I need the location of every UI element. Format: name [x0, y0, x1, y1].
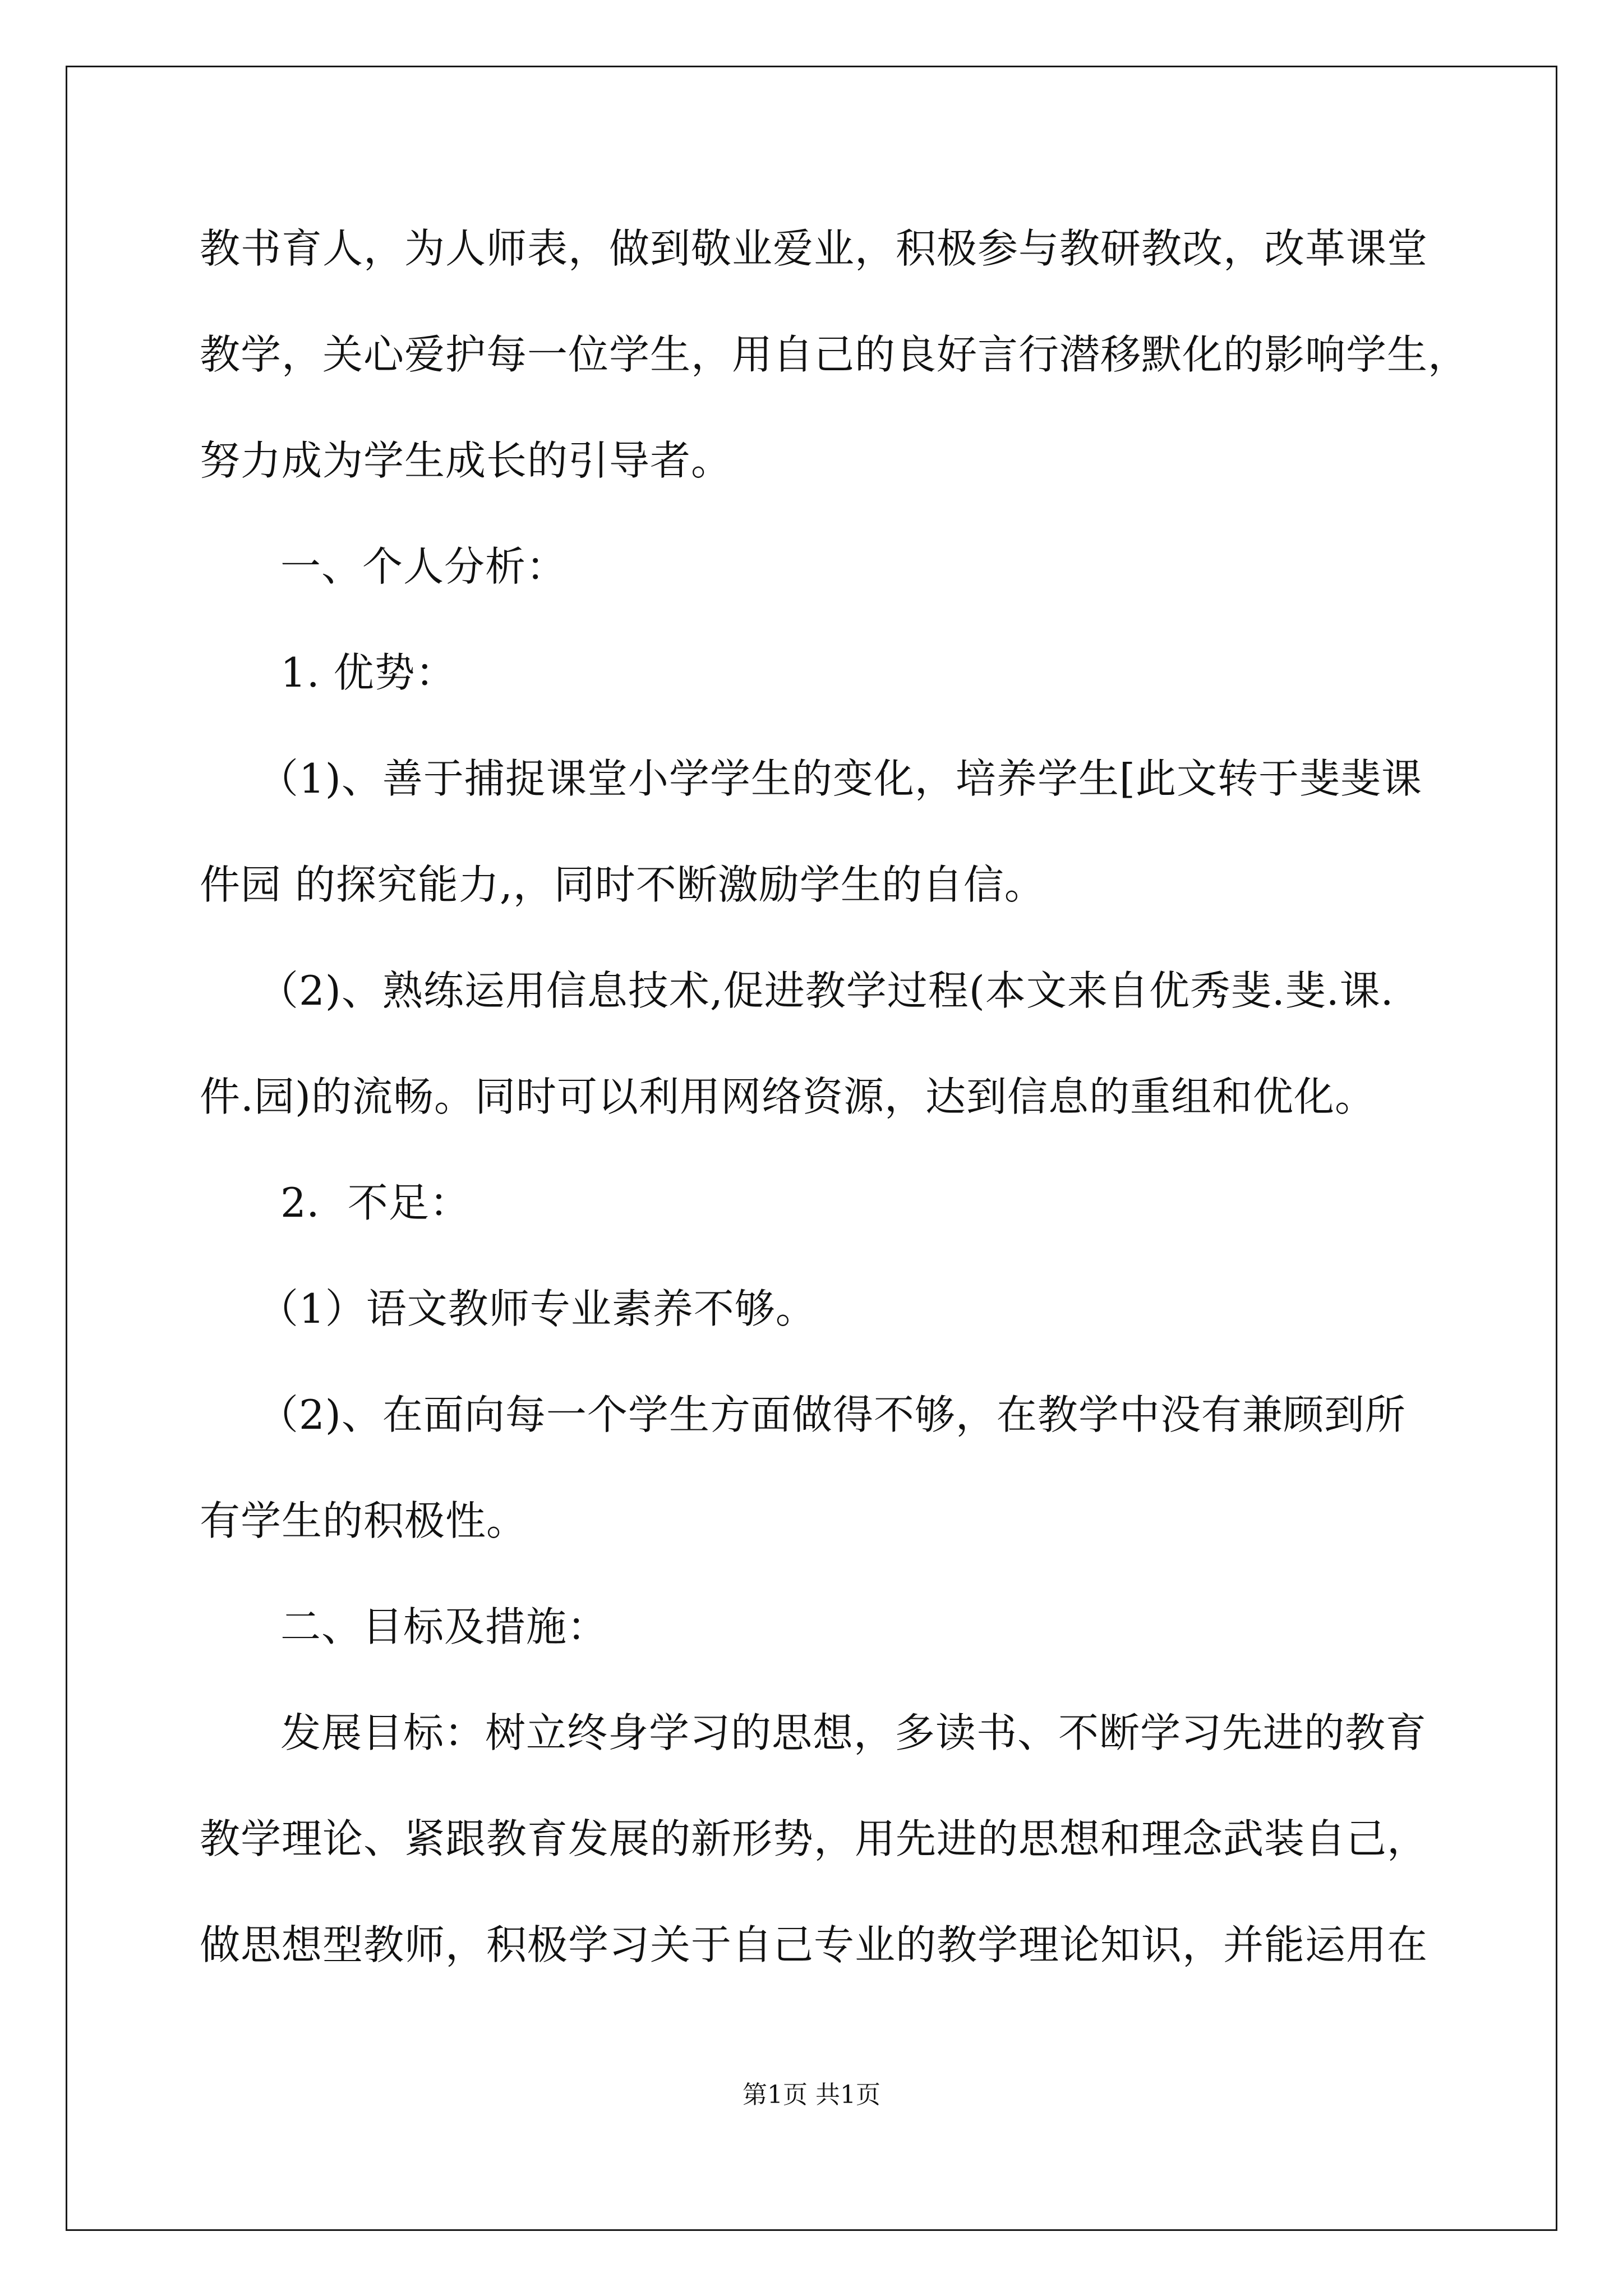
paragraph-line: 努力成为学生成长的引导者。 [200, 437, 732, 484]
paragraph-line: （1)、善于捕捉课堂小学学生的变化，培养学生[此文转于斐斐课 [258, 755, 1422, 802]
page-number-footer: 第1页 共1页 [743, 2081, 880, 2109]
paragraph-line: 教书育人，为人师表，做到敬业爱业，积极参与教研教改，改革课堂 [200, 225, 1428, 272]
section-heading: 二、目标及措施： [280, 1603, 608, 1650]
paragraph-line: 发展目标：树立终身学习的思想，多读书、不断学习先进的教育 [280, 1709, 1427, 1756]
paragraph-line: 件园 的探究能力,，同时不断激励学生的自信。 [200, 861, 1045, 908]
paragraph-line: 教学理论、紧跟教育发展的新形势，用先进的思想和理念武装自己， [200, 1815, 1428, 1862]
paragraph-line: （1）语文教师专业素养不够。 [258, 1285, 817, 1332]
section-heading: 一、个人分析： [280, 543, 568, 590]
paragraph-line: 件.园)的流畅。同时可以利用网络资源，达到信息的重组和优化。 [200, 1073, 1376, 1120]
paragraph-line: 有学生的积极性。 [200, 1497, 528, 1544]
subsection-heading: 2．不足： [280, 1179, 471, 1226]
paragraph-line: （2)、在面向每一个学生方面做得不够，在教学中没有兼顾到所 [258, 1391, 1406, 1438]
paragraph-line: （2)、熟练运用信息技术,促进教学过程(本文来自优秀斐.斐.课. [258, 967, 1394, 1014]
subsection-heading: 1. 优势： [280, 649, 457, 696]
paragraph-line: 做思想型教师，积极学习关于自己专业的教学理论知识，并能运用在 [200, 1921, 1428, 1968]
paragraph-line: 教学，关心爱护每一位学生，用自己的良好言行潜移默化的影响学生， [200, 331, 1469, 378]
